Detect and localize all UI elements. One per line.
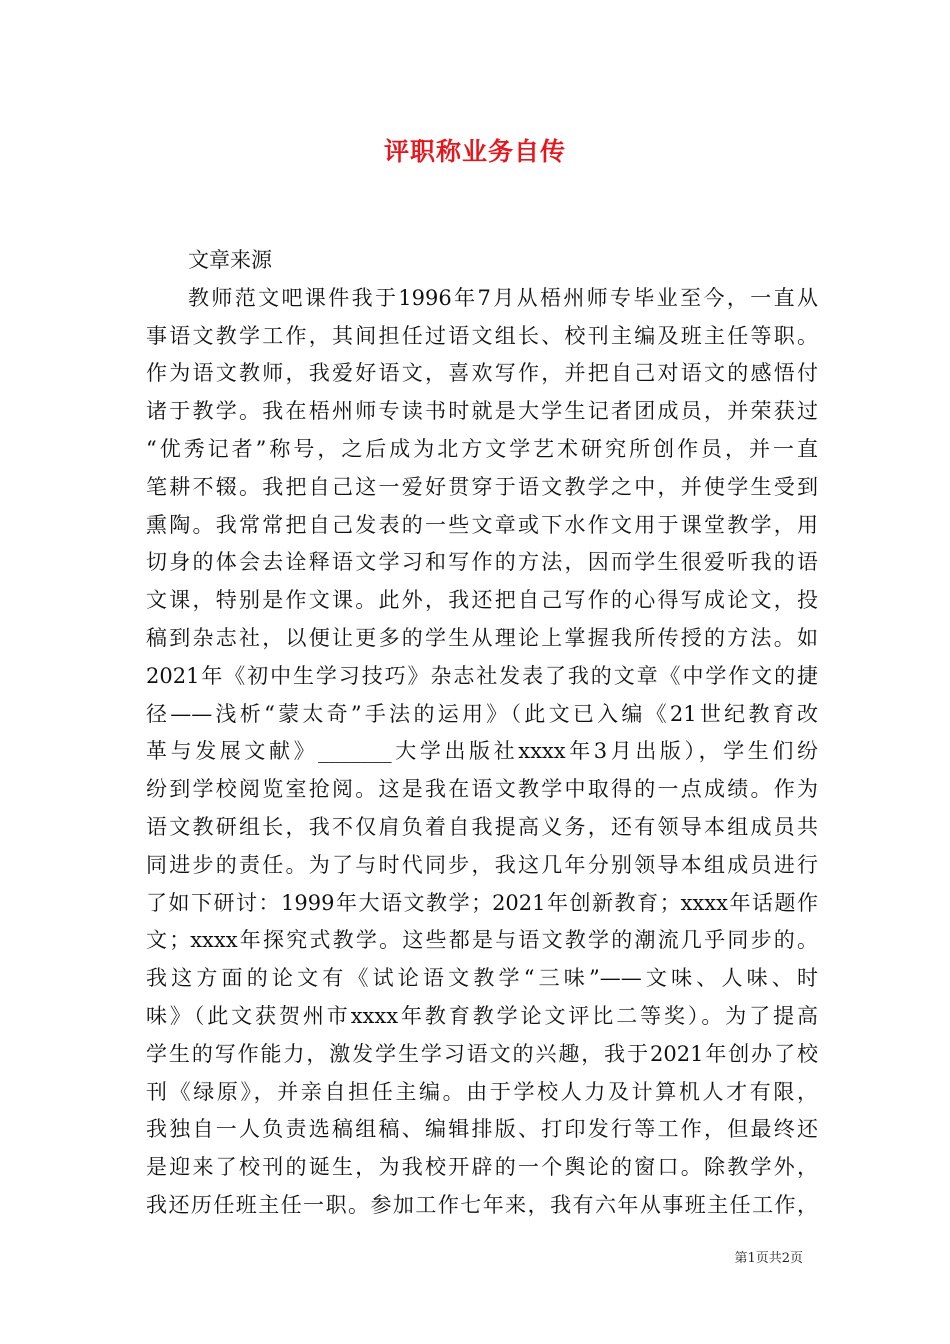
paragraph-line: 文课，特别是作文课。此外，我还把自己写作的心得写成论文，投 [146,588,818,613]
paragraph-line: 语文教研组长，我不仅肩负着自我提高义务，还有领导本组成员共 [146,814,818,839]
paragraph-line: 2021年《初中生学习技巧》杂志社发表了我的文章《中学作文的捷 [146,663,818,688]
paragraph-line: 径——浅析“蒙太奇”手法的运用》（此文已入编《21世纪教育改 [146,701,818,726]
document-body [146,242,818,1225]
paragraph-line: 笔耕不辍。我把自己这一爱好贯穿于语文教学之中，并使学生受到 [146,474,818,499]
paragraph-line: 文；xxxx年探究式教学。这些都是与语文教学的潮流几乎同步的。 [146,928,818,953]
paragraph-line: 切身的体会去诠释语文学习和写作的方法，因而学生很爱听我的语 [146,550,818,575]
paragraph-line: 同进步的责任。为了与时代同步，我这几年分别领导本组成员进行 [146,852,818,877]
paragraph-line: 革与发展文献》_______大学出版社xxxx年3月出版），学生们纷 [146,739,818,764]
paragraph-line: 我这方面的论文有《试论语文教学“三味”——文味、人味、时 [146,966,818,991]
paragraph-line: 味》（此文获贺州市xxxx年教育教学论文评比二等奖）。为了提高 [146,1003,818,1028]
paragraph-line: 学生的写作能力，激发学生学习语文的兴趣，我于2021年创办了校 [146,1041,818,1066]
paragraph-line: 熏陶。我常常把自己发表的一些文章或下水作文用于课堂教学，用 [146,512,818,537]
paragraph-line: 事语文教学工作，其间担任过语文组长、校刊主编及班主任等职。 [146,323,818,348]
paragraph-line: 作为语文教师，我爱好语文，喜欢写作，并把自己对语文的感悟付 [146,361,818,386]
paragraph-line: 刊《绿原》，并亲自担任主编。由于学校人力及计算机人才有限， [146,1079,818,1104]
paragraph-line: 教师范文吧课件我于1996年7月从梧州师专毕业至今，一直从 [188,285,818,310]
paragraph-line: 我还历任班主任一职。参加工作七年来，我有六年从事班主任工作， [146,1192,818,1217]
paragraph-line: 了如下研讨：1999年大语文教学；2021年创新教育；xxxx年话题作 [146,890,818,915]
paragraph-line: 诸于教学。我在梧州师专读书时就是大学生记者团成员，并荣获过 [146,399,818,424]
page-number: 第1页共2页 [734,1251,803,1266]
paragraph-line: 是迎来了校刊的诞生，为我校开辟的一个舆论的窗口。除教学外， [146,1155,818,1180]
paragraph-line: 稿到杂志社，以便让更多的学生从理论上掌握我所传授的方法。如 [146,625,818,650]
paragraph-line: 我独自一人负责选稿组稿、编辑排版、打印发行等工作，但最终还 [146,1117,818,1142]
source-label: 文章来源 [188,248,272,272]
paragraph-line: 纷到学校阅览室抢阅。这是我在语文教学中取得的一点成绩。作为 [146,777,818,802]
page-title: 评职称业务自传 [383,137,566,166]
paragraph-line: “优秀记者”称号，之后成为北方文学艺术研究所创作员，并一直 [146,436,818,461]
